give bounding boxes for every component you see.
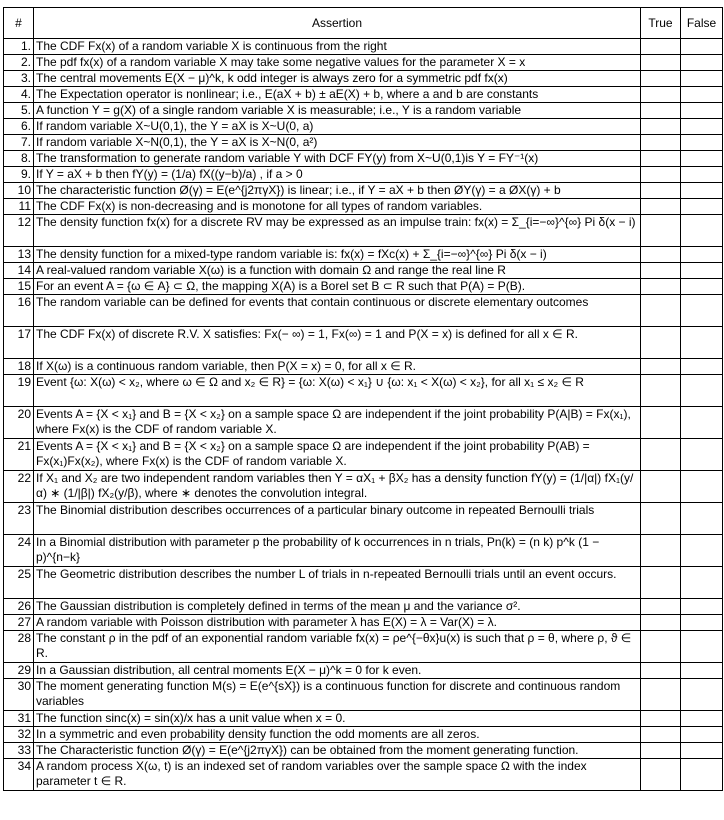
row-number: 15 <box>4 279 34 295</box>
table-row <box>4 135 723 151</box>
row-number: 8. <box>4 151 34 167</box>
assertion-text: The constant ρ in the pdf of an exponential random variable fx(x) = ρe^{−θx}u(x) is such that ρ = θ, where ρ, ϑ ∈ R. <box>34 631 641 663</box>
false-answer-cell[interactable] <box>681 327 723 359</box>
true-answer-cell[interactable] <box>641 167 681 183</box>
row-number: 31 <box>4 711 34 727</box>
table-row <box>4 263 723 279</box>
true-answer-cell[interactable] <box>641 567 681 599</box>
true-header: True <box>641 8 681 39</box>
assertion-text: Events A = {X < x₁} and B = {X < x₂} on a sample space Ω are independent if the joint probability P(AB) = Fx(x₁)Fx(x₂), where Fx(x) is the CDF of random variable X. <box>34 439 641 471</box>
row-number: 14 <box>4 263 34 279</box>
table-row <box>4 567 723 599</box>
assertion-text: The central movements E(X − μ)^k, k odd integer is always zero for a symmetric pdf fx(x) <box>34 71 641 87</box>
true-answer-cell[interactable] <box>641 327 681 359</box>
false-answer-cell[interactable] <box>681 247 723 263</box>
row-number: 12 <box>4 215 34 247</box>
false-answer-cell[interactable] <box>681 183 723 199</box>
true-answer-cell[interactable] <box>641 759 681 791</box>
row-number: 27 <box>4 615 34 631</box>
table-row <box>4 615 723 631</box>
table-row <box>4 215 723 247</box>
assertion-text: The Geometric distribution describes the number L of trials in n-repeated Bernoulli trials until an event occurs. <box>34 567 641 599</box>
true-answer-cell[interactable] <box>641 631 681 663</box>
false-answer-cell[interactable] <box>681 215 723 247</box>
false-answer-cell[interactable] <box>681 103 723 119</box>
true-answer-cell[interactable] <box>641 359 681 375</box>
table-row <box>4 663 723 679</box>
assertion-text: The random variable can be defined for events that contain continuous or discrete elementary outcomes <box>34 295 641 327</box>
assertion-text: The Binomial distribution describes occurrences of a particular binary outcome in repeated Bernoulli trials <box>34 503 641 535</box>
assertion-text: A real-valued random variable X(ω) is a function with domain Ω and range the real line R <box>34 263 641 279</box>
row-number: 2. <box>4 55 34 71</box>
true-answer-cell[interactable] <box>641 375 681 407</box>
true-answer-cell[interactable] <box>641 55 681 71</box>
true-answer-cell[interactable] <box>641 599 681 615</box>
row-number: 9. <box>4 167 34 183</box>
table-row <box>4 119 723 135</box>
assertion-text: Event {ω: X(ω) < x₂, where ω ∈ Ω and x₂ ∈ R} = {ω: X(ω) < x₁} ∪ {ω: x₁ < X(ω) < x₂}, for all x₁ ≤ x₂ ∈ R <box>34 375 641 407</box>
row-number: 26 <box>4 599 34 615</box>
table-row <box>4 407 723 439</box>
false-answer-cell[interactable] <box>681 55 723 71</box>
row-number: 16 <box>4 295 34 327</box>
true-answer-cell[interactable] <box>641 743 681 759</box>
row-number: 28 <box>4 631 34 663</box>
false-answer-cell[interactable] <box>681 759 723 791</box>
true-answer-cell[interactable] <box>641 151 681 167</box>
table-row <box>4 87 723 103</box>
false-answer-cell[interactable] <box>681 167 723 183</box>
assertion-text: For an event A = {ω ∈ A} ⊂ Ω, the mapping X(A) is a Borel set B ⊂ R such that P(A) = P(B). <box>34 279 641 295</box>
assertion-text: The pdf fx(x) of a random variable X may take some negative values for the parameter X = x <box>34 55 641 71</box>
false-answer-cell[interactable] <box>681 39 723 55</box>
table-row <box>4 743 723 759</box>
true-answer-cell[interactable] <box>641 295 681 327</box>
true-answer-cell[interactable] <box>641 471 681 503</box>
assertion-text: In a Binomial distribution with parameter p the probability of k occurrences in n trials, Pn(k) = (n k) p^k (1 − p)^{n−k} <box>34 535 641 567</box>
false-answer-cell[interactable] <box>681 279 723 295</box>
assertion-header: Assertion <box>34 8 641 39</box>
false-answer-cell[interactable] <box>681 679 723 711</box>
table-row <box>4 535 723 567</box>
assertion-text: If Y = aX + b then fY(y) = (1/a) fX((y−b)/a) , if a > 0 <box>34 167 641 183</box>
row-number: 6. <box>4 119 34 135</box>
false-answer-cell[interactable] <box>681 375 723 407</box>
true-answer-cell[interactable] <box>641 263 681 279</box>
false-answer-cell[interactable] <box>681 535 723 567</box>
assertion-text: The transformation to generate random variable Y with DCF FY(y) from X~U(0,1)is Y = FY⁻¹(x) <box>34 151 641 167</box>
assertion-text: If random variable X~U(0,1), the Y = aX is X~U(0, a) <box>34 119 641 135</box>
table-row <box>4 439 723 471</box>
true-answer-cell[interactable] <box>641 615 681 631</box>
assertion-sheet <box>3 7 723 791</box>
table-row <box>4 471 723 503</box>
true-answer-cell[interactable] <box>641 727 681 743</box>
false-answer-cell[interactable] <box>681 407 723 439</box>
false-answer-cell[interactable] <box>681 631 723 663</box>
assertion-text: The density function for a mixed-type random variable is: fx(x) = fXc(x) + Σ_{i=−∞}^{∞} Pi δ(x − i) <box>34 247 641 263</box>
row-number: 13 <box>4 247 34 263</box>
false-answer-cell[interactable] <box>681 135 723 151</box>
table-row <box>4 183 723 199</box>
false-answer-cell[interactable] <box>681 599 723 615</box>
assertion-text: The moment generating function M(s) = E(e^{sX}) is a continuous function for discrete and continuous random variables <box>34 679 641 711</box>
true-answer-cell[interactable] <box>641 87 681 103</box>
true-answer-cell[interactable] <box>641 39 681 55</box>
false-answer-cell[interactable] <box>681 439 723 471</box>
table-row <box>4 327 723 359</box>
false-answer-cell[interactable] <box>681 71 723 87</box>
row-number: 3. <box>4 71 34 87</box>
assertion-text: A function Y = g(X) of a single random variable X is measurable; i.e., Y is a random variable <box>34 103 641 119</box>
true-answer-cell[interactable] <box>641 183 681 199</box>
false-answer-cell[interactable] <box>681 727 723 743</box>
index-header: # <box>4 8 34 39</box>
true-answer-cell[interactable] <box>641 135 681 151</box>
table-row <box>4 679 723 711</box>
table-row <box>4 247 723 263</box>
assertion-text: The Gaussian distribution is completely defined in terms of the mean μ and the variance σ². <box>34 599 641 615</box>
row-number: 19 <box>4 375 34 407</box>
table-row <box>4 631 723 663</box>
table-row <box>4 199 723 215</box>
true-answer-cell[interactable] <box>641 439 681 471</box>
false-answer-cell[interactable] <box>681 199 723 215</box>
table-row <box>4 375 723 407</box>
table-row <box>4 103 723 119</box>
true-answer-cell[interactable] <box>641 199 681 215</box>
assertion-text: The CDF Fx(x) of a random variable X is continuous from the right <box>34 39 641 55</box>
false-answer-cell[interactable] <box>681 711 723 727</box>
false-answer-cell[interactable] <box>681 663 723 679</box>
false-answer-cell[interactable] <box>681 743 723 759</box>
assertion-text: The density function fx(x) for a discrete RV may be expressed as an impulse train: fx(x) = Σ_{i=−∞}^{∞} Pi δ(x − i) <box>34 215 641 247</box>
row-number: 4. <box>4 87 34 103</box>
row-number: 1. <box>4 39 34 55</box>
row-number: 24 <box>4 535 34 567</box>
false-answer-cell[interactable] <box>681 615 723 631</box>
table-row <box>4 39 723 55</box>
row-number: 7. <box>4 135 34 151</box>
false-header: False <box>681 8 723 39</box>
row-number: 20 <box>4 407 34 439</box>
row-number: 10 <box>4 183 34 199</box>
row-number: 21 <box>4 439 34 471</box>
assertion-text: A random process X(ω, t) is an indexed set of random variables over the sample space Ω with the index parameter t ∈ R. <box>34 759 641 791</box>
true-answer-cell[interactable] <box>641 279 681 295</box>
assertion-text: The characteristic function Ø(γ) = E(e^{j2πγX}) is linear; i.e., if Y = aX + b then ØY(γ) = a ØX(γ) + b <box>34 183 641 199</box>
false-answer-cell[interactable] <box>681 503 723 535</box>
true-answer-cell[interactable] <box>641 71 681 87</box>
row-number: 18 <box>4 359 34 375</box>
true-answer-cell[interactable] <box>641 711 681 727</box>
false-answer-cell[interactable] <box>681 567 723 599</box>
assertion-text: If random variable X~N(0,1), the Y = aX is X~N(0, a²) <box>34 135 641 151</box>
assertion-rows <box>4 39 723 791</box>
row-number: 33 <box>4 743 34 759</box>
table-row <box>4 151 723 167</box>
row-number: 30 <box>4 679 34 711</box>
row-number: 23 <box>4 503 34 535</box>
header-row <box>4 8 723 39</box>
false-answer-cell[interactable] <box>681 87 723 103</box>
table-row <box>4 167 723 183</box>
row-number: 17 <box>4 327 34 359</box>
row-number: 22 <box>4 471 34 503</box>
table-row <box>4 71 723 87</box>
true-answer-cell[interactable] <box>641 247 681 263</box>
table-row <box>4 727 723 743</box>
assertion-text: The function sinc(x) = sin(x)/x has a unit value when x = 0. <box>34 711 641 727</box>
assertion-text: In a Gaussian distribution, all central moments E(X − μ)^k = 0 for k even. <box>34 663 641 679</box>
row-number: 34 <box>4 759 34 791</box>
table-row <box>4 55 723 71</box>
assertion-text: The CDF Fx(x) is non-decreasing and is monotone for all types of random variables. <box>34 199 641 215</box>
false-answer-cell[interactable] <box>681 295 723 327</box>
assertion-text: The CDF Fx(x) of discrete R.V. X satisfies: Fx(− ∞) = 1, Fx(∞) = 1 and P(X = x) is defined for all x ∈ R. <box>34 327 641 359</box>
false-answer-cell[interactable] <box>681 263 723 279</box>
true-answer-cell[interactable] <box>641 215 681 247</box>
true-answer-cell[interactable] <box>641 535 681 567</box>
false-answer-cell[interactable] <box>681 359 723 375</box>
table-row <box>4 503 723 535</box>
assertion-table <box>3 7 723 791</box>
table-row <box>4 359 723 375</box>
true-answer-cell[interactable] <box>641 679 681 711</box>
false-answer-cell[interactable] <box>681 471 723 503</box>
table-row <box>4 759 723 791</box>
true-answer-cell[interactable] <box>641 407 681 439</box>
table-row <box>4 295 723 327</box>
false-answer-cell[interactable] <box>681 151 723 167</box>
true-answer-cell[interactable] <box>641 663 681 679</box>
row-number: 29 <box>4 663 34 679</box>
assertion-text: A random variable with Poisson distribution with parameter λ has E(X) = λ = Var(X) = λ. <box>34 615 641 631</box>
table-row <box>4 599 723 615</box>
row-number: 25 <box>4 567 34 599</box>
assertion-text: If X₁ and X₂ are two independent random variables then Y = αX₁ + βX₂ has a density function fY(y) = (1/|α|) fX₁(y/α) ∗ (1/|β|) fX₂(y/β), where ∗ denotes the convolution integral. <box>34 471 641 503</box>
row-number: 11 <box>4 199 34 215</box>
true-answer-cell[interactable] <box>641 103 681 119</box>
row-number: 5. <box>4 103 34 119</box>
false-answer-cell[interactable] <box>681 119 723 135</box>
table-row <box>4 279 723 295</box>
row-number: 32 <box>4 727 34 743</box>
assertion-text: Events A = {X < x₁} and B = {X < x₂} on a sample space Ω are independent if the joint probability P(A|B) = Fx(x₁), where Fx(x) is the CDF of random variable X. <box>34 407 641 439</box>
table-row <box>4 711 723 727</box>
assertion-text: The Characteristic function Ø(γ) = E(e^{j2πγX}) can be obtained from the moment generating function. <box>34 743 641 759</box>
assertion-text: In a symmetric and even probability density function the odd moments are all zeros. <box>34 727 641 743</box>
true-answer-cell[interactable] <box>641 503 681 535</box>
true-answer-cell[interactable] <box>641 119 681 135</box>
assertion-text: The Expectation operator is nonlinear; i.e., E(aX + b) ± aE(X) + b, where a and b are constants <box>34 87 641 103</box>
assertion-text: If X(ω) is a continuous random variable, then P(X = x) = 0, for all x ∈ R. <box>34 359 641 375</box>
